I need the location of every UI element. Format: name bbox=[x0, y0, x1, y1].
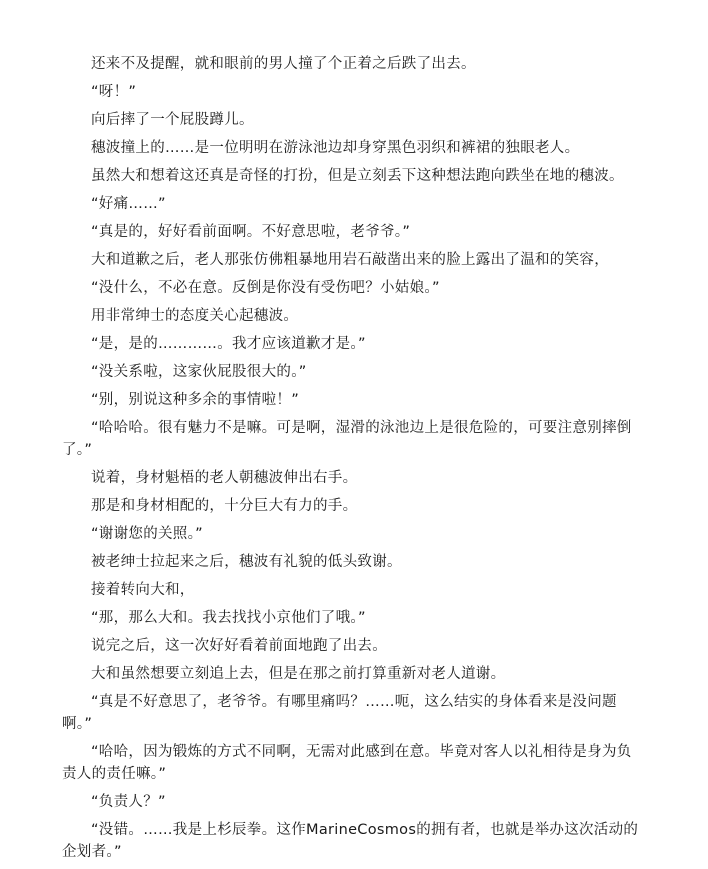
paragraph: “没错。……我是上杉辰拳。这作MarineCosmos的拥有者，也就是举办这次活动的企划者。” bbox=[62, 822, 639, 860]
paragraph: “没关系啦，这家伙屁股很大的。” bbox=[91, 364, 307, 380]
paragraph: “没什么，不必在意。反倒是你没有受伤吧？小姑娘。” bbox=[91, 280, 440, 296]
paragraph: 虽然大和想着这还真是奇怪的打扮，但是立刻丢下这种想法跑向跌坐在地的穗波。 bbox=[91, 168, 624, 184]
paragraph: “那，那么大和。我去找找小京他们了哦。” bbox=[91, 610, 366, 626]
paragraph: “是，是的…………。我才应该道歉才是。” bbox=[91, 336, 366, 352]
paragraph: 说着，身材魁梧的老人朝穗波伸出右手。 bbox=[91, 470, 358, 486]
paragraph: 大和道歉之后，老人那张仿佛粗暴地用岩石敲凿出来的脸上露出了温和的笑容， bbox=[91, 252, 609, 268]
paragraph: 那是和身材相配的，十分巨大有力的手。 bbox=[91, 498, 358, 514]
paragraph: 用非常绅士的态度关心起穗波。 bbox=[91, 308, 299, 324]
paragraph: “别，别说这种多余的事情啦！” bbox=[91, 392, 300, 408]
paragraph: 还来不及提醒，就和眼前的男人撞了个正着之后跌了出去。 bbox=[91, 56, 476, 72]
paragraph: 被老绅士拉起来之后，穗波有礼貌的低头致谢。 bbox=[91, 554, 402, 570]
paragraph: 接着转向大和， bbox=[91, 582, 195, 598]
paragraph: “真是不好意思了，老爷爷。有哪里痛吗？……呃，这么结实的身体看来是没问题啊。” bbox=[62, 694, 617, 732]
paragraph: “好痛……” bbox=[91, 196, 166, 212]
paragraph: 大和虽然想要立刻追上去，但是在那之前打算重新对老人道谢。 bbox=[91, 666, 506, 682]
paragraph: “哈哈，因为锻炼的方式不同啊，无需对此感到在意。毕竟对客人以礼相待是身为负责人的责任嘛。” bbox=[62, 744, 632, 782]
paragraph: “负责人？” bbox=[91, 794, 166, 810]
paragraph: “呀！” bbox=[91, 84, 137, 100]
paragraph: 说完之后，这一次好好看着前面地跑了出去。 bbox=[91, 638, 387, 654]
paragraph: 穗波撞上的……是一位明明在游泳池边却身穿黑色羽织和裤裙的独眼老人。 bbox=[91, 140, 580, 156]
paragraph: “真是的，好好看前面啊。不好意思啦，老爷爷。” bbox=[91, 224, 411, 240]
paragraph: “哈哈哈。很有魅力不是嘛。可是啊，湿滑的泳池边上是很危险的，可要注意别摔倒了。” bbox=[62, 420, 632, 458]
paragraph: 向后摔了一个屁股蹲儿。 bbox=[91, 112, 254, 128]
novel-text-body bbox=[62, 53, 640, 869]
paragraph: “谢谢您的关照。” bbox=[91, 526, 203, 542]
